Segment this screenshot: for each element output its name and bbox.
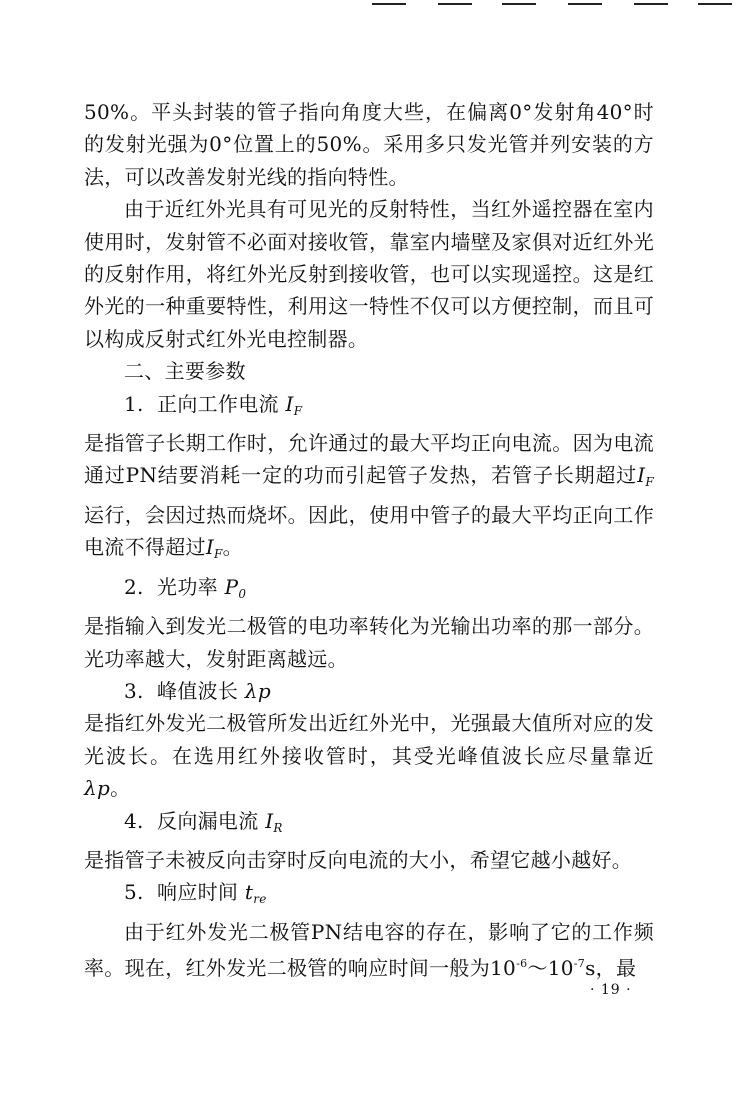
- section-title: 二、主要参数: [124, 359, 246, 384]
- param-heading-peak-wavelength: 3. 峰值波长 λp: [124, 678, 271, 703]
- param-desc-peak-wavelength: 是指红外发光二极管所发出近红外光中，光强最大值所对应的发光波长。在选用红外接收管时，其受光峰值波长应尽量靠近λp。: [84, 711, 654, 801]
- param-heading-reverse-leakage: 4. 反向漏电流 $I_R$: [124, 808, 283, 835]
- page-number: · 19 ·: [590, 982, 632, 998]
- param-heading-response-time: 5. 响应时间 $t_{re}$: [124, 880, 267, 907]
- param-desc-forward-current: 是指管子长期工作时，允许通过的最大平均正向电流。因为电流通过PN结要消耗一定的功而引起管子发热，若管子长期超过$I_F$运行，会因过热而烧坏。因此，使用中管子的最大平均正向工作电流不得超过$I_F$。: [84, 431, 654, 562]
- paragraph-reflection: 由于近红外光具有可见光的反射特性，当红外遥控器在室内使用时，发射管不必面对接收管，靠室内墙壁及家俱对近红外光的反射作用，将红外光反射到接收管，也可以实现遥控。这是红外光的一种重要特性，利用这一特性不仅可以方便控制，而且可以构成反射式红外光电控制器。: [84, 197, 654, 351]
- param-heading-forward-current: 1. 正向工作电流 $I_F$: [124, 391, 303, 418]
- page-body: [84, 96, 654, 985]
- param-desc-optical-power: 是指输入到发光二极管的电功率转化为光输出功率的那一部分。光功率越大，发射距离越远。: [84, 614, 654, 671]
- param-heading-optical-power: 2. 光功率 $P_0$: [124, 574, 247, 601]
- param-desc-reverse-leakage: 是指管子未被反向击穿时反向电流的大小，希望它越小越好。: [84, 847, 633, 872]
- param-desc-response-time: 由于红外发光二极管PN结电容的存在，影响了它的工作频率。现在，红外发光二极管的响应时间一般为$10^{-6}\sim 10^{-7}s$，最: [84, 919, 654, 981]
- top-rule-marks: [0, 0, 738, 12]
- paragraph-directivity: 50%。平头封装的管子指向角度大些，在偏离0°发射角40°时的发射光强为0°位置上的50%。采用多只发光管并列安装的方法，可以改善发射光线的指向特性。: [84, 100, 654, 189]
